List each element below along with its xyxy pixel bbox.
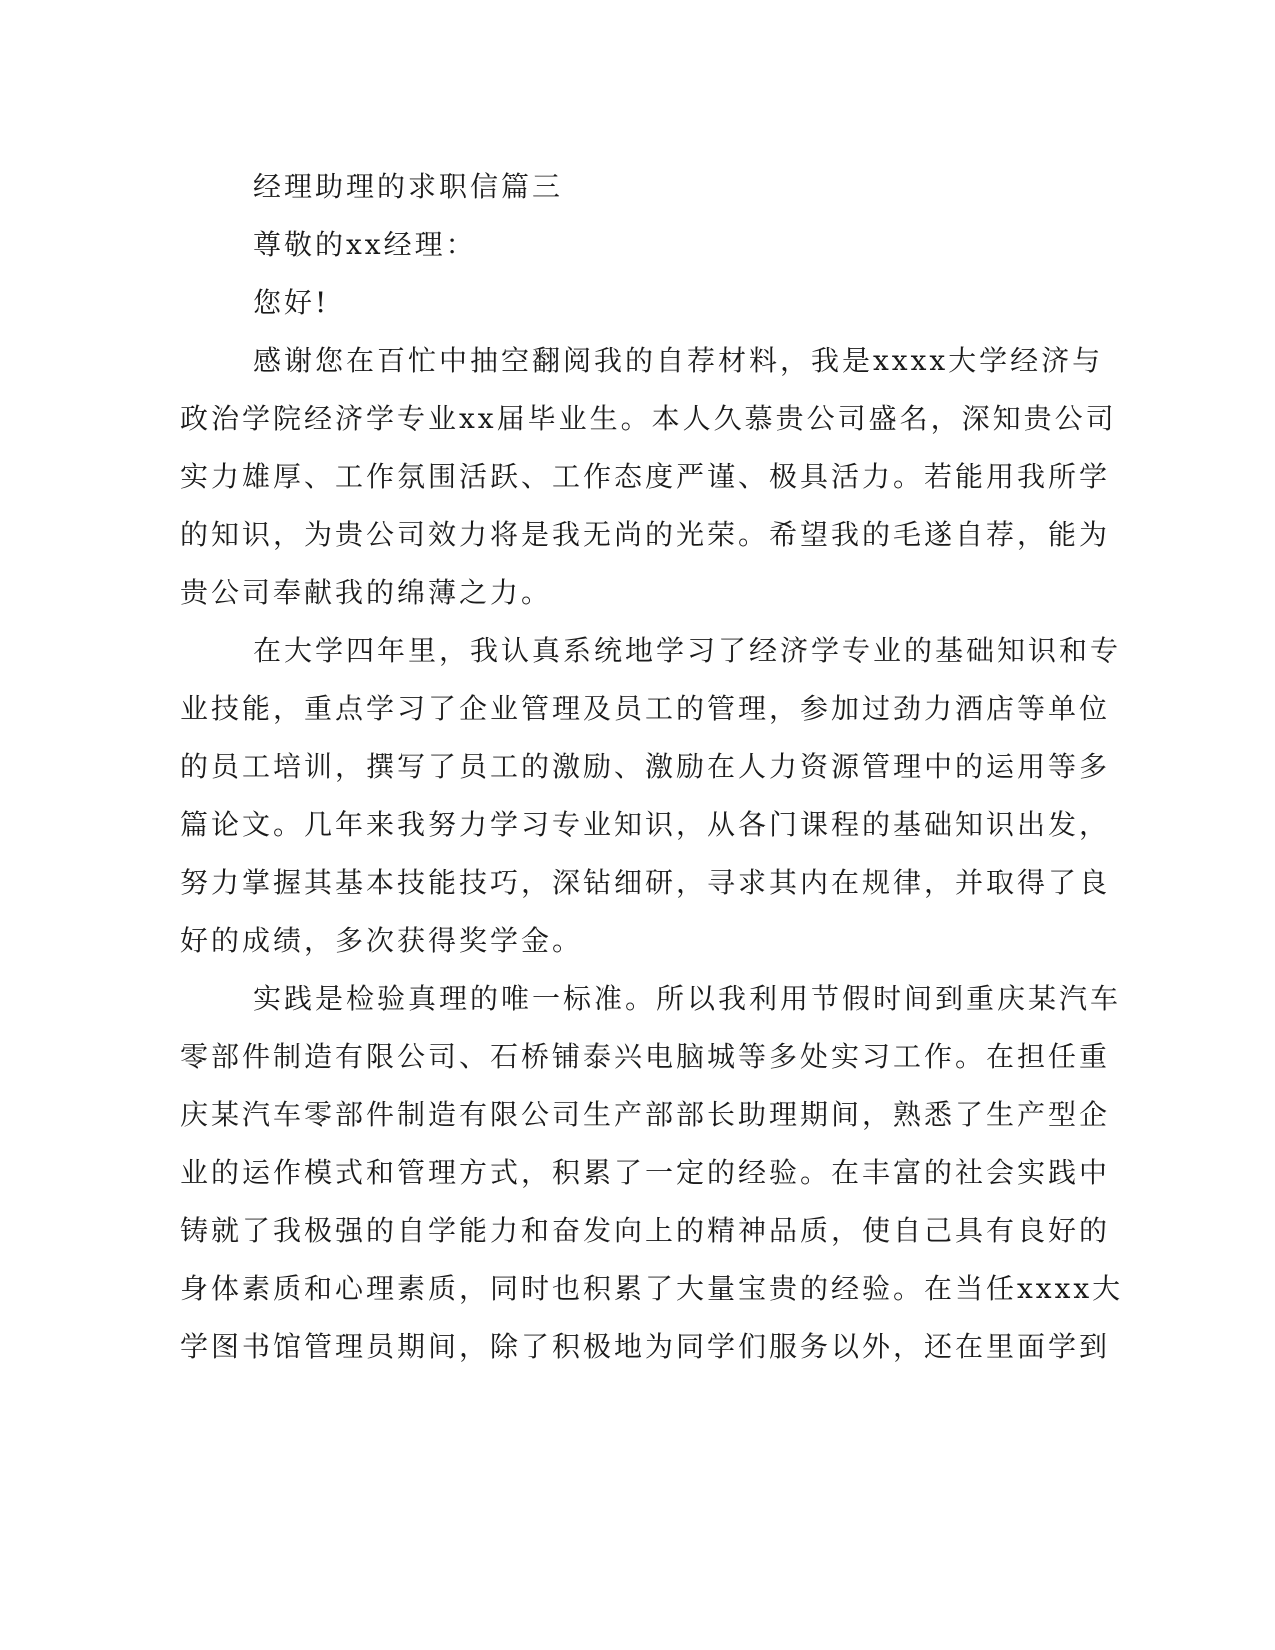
letter-body [180,158,1124,1376]
paragraph-line: 实践是检验真理的唯一标准。所以我利用节假时间到重庆某汽车 [253,982,1122,1015]
paragraph-line: 努力掌握其基本技能技巧，深钻细研，寻求其内在规律，并取得了良 [180,866,1111,899]
paragraph-line: 零部件制造有限公司、石桥铺泰兴电脑城等多处实习工作。在担任重 [180,1040,1111,1073]
paragraph-line: 身体素质和心理素质，同时也积累了大量宝贵的经验。在当任xxxx大 [180,1272,1124,1305]
paragraph-3 [180,970,1124,1376]
paragraph-2 [180,622,1122,970]
paragraph-line: 庆某汽车零部件制造有限公司生产部部长助理期间，熟悉了生产型企 [180,1098,1111,1131]
greeting: 您好! [253,286,330,319]
paragraph-line: 业技能，重点学习了企业管理及员工的管理，参加过劲力酒店等单位 [180,692,1111,725]
paragraph-line: 的知识，为贵公司效力将是我无尚的光荣。希望我的毛遂自荐，能为 [180,518,1111,551]
paragraph-line: 的员工培训，撰写了员工的激励、激励在人力资源管理中的运用等多 [180,750,1111,783]
paragraph-line: 篇论文。几年来我努力学习专业知识，从各门课程的基础知识出发， [180,808,1111,841]
paragraph-line: 感谢您在百忙中抽空翻阅我的自荐材料，我是xxxx大学经济与 [253,344,1104,377]
paragraph-line: 在大学四年里，我认真系统地学习了经济学专业的基础知识和专 [253,634,1122,667]
paragraph-line: 政治学院经济学专业xx届毕业生。本人久慕贵公司盛名，深知贵公司 [180,402,1117,435]
paragraph-1 [180,332,1117,622]
document-title: 经理助理的求职信篇三 [253,170,564,203]
paragraph-line: 铸就了我极强的自学能力和奋发向上的精神品质，使自己具有良好的 [180,1214,1111,1247]
paragraph-line: 贵公司奉献我的绵薄之力。 [180,576,553,609]
paragraph-line: 业的运作模式和管理方式，积累了一定的经验。在丰富的社会实践中 [180,1156,1111,1189]
paragraph-line: 实力雄厚、工作氛围活跃、工作态度严谨、极具活力。若能用我所学 [180,460,1111,493]
paragraph-line: 好的成绩，多次获得奖学金。 [180,924,584,957]
salutation: 尊敬的xx经理： [253,228,477,261]
paragraph-line: 学图书馆管理员期间，除了积极地为同学们服务以外，还在里面学到 [180,1330,1111,1363]
